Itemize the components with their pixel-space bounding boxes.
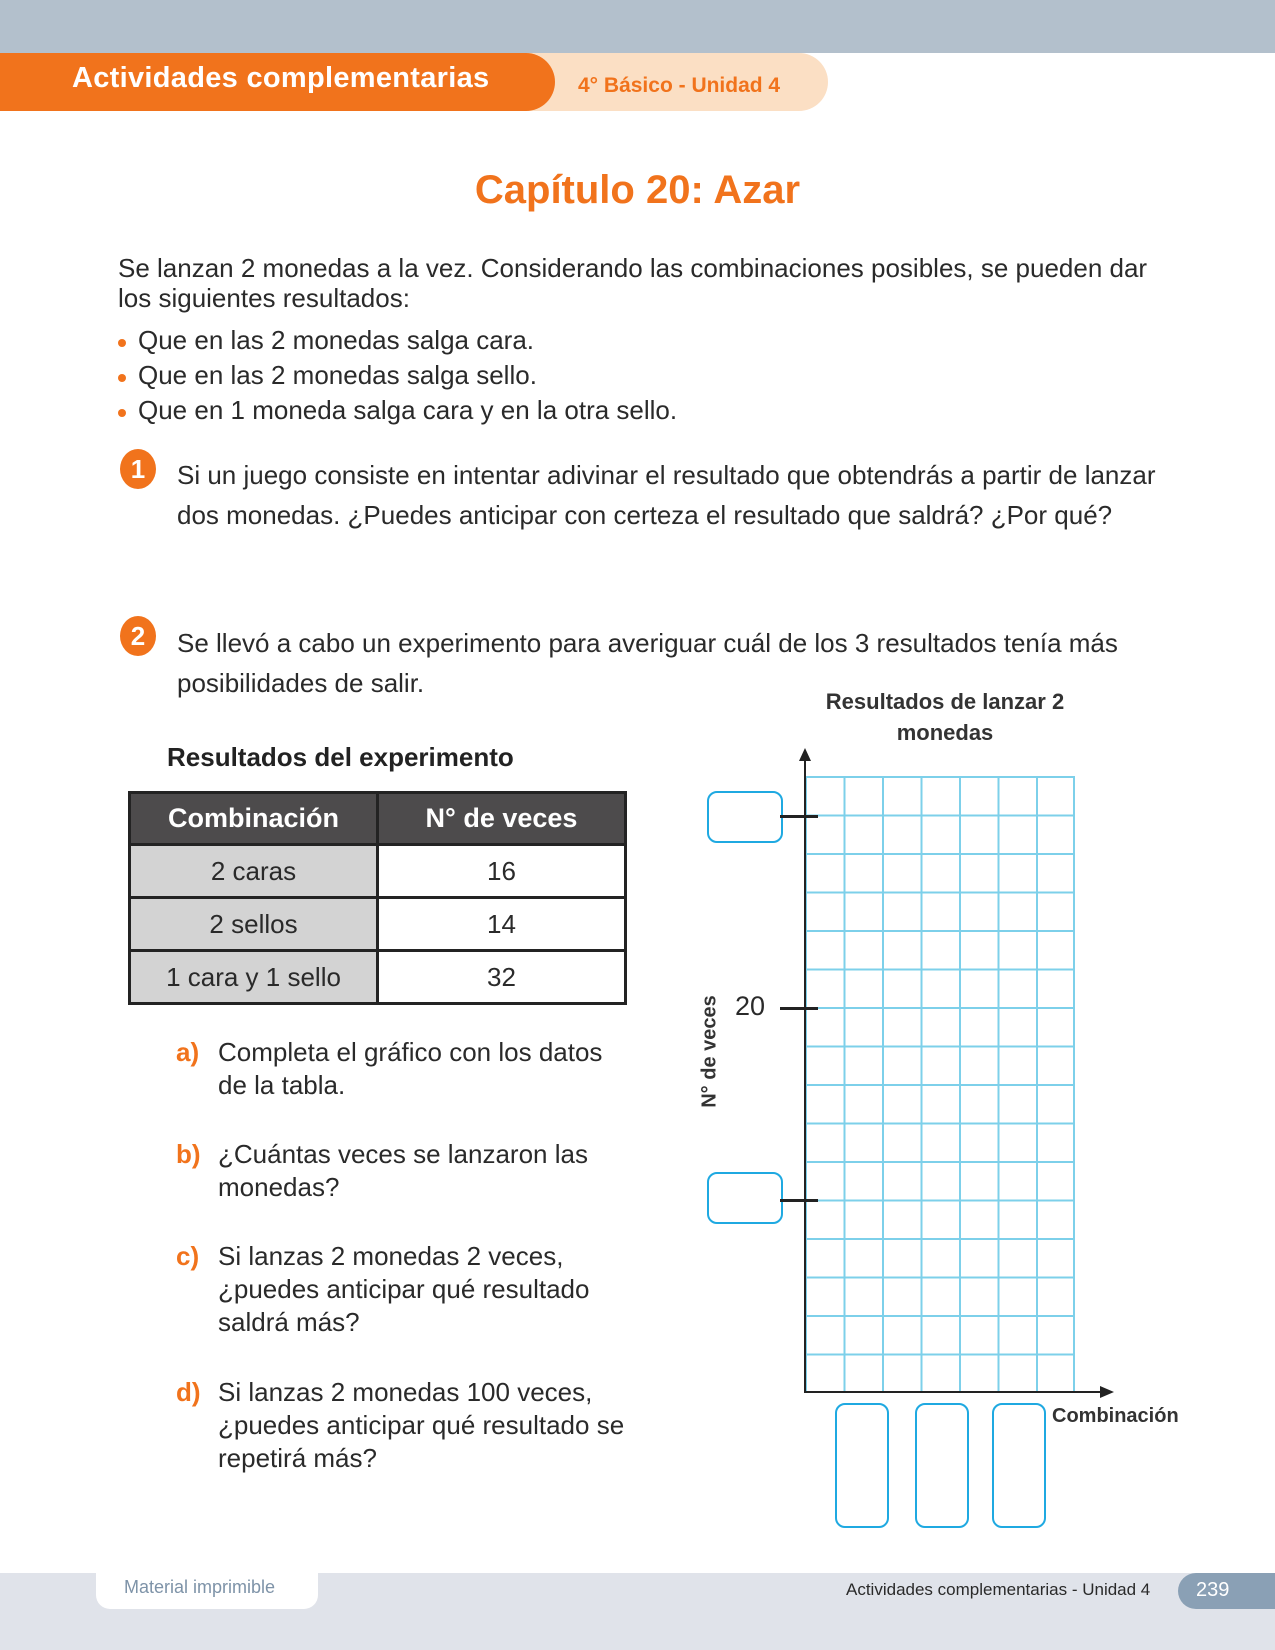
- sub-question-text: ¿Cuántas veces se lanzaron las monedas?: [218, 1139, 588, 1202]
- sub-question-c: [176, 1240, 638, 1339]
- outcome-item: [118, 323, 677, 358]
- sub-question-text: Si lanzas 2 monedas 2 veces, ¿puedes anticipar qué resultado saldrá más?: [218, 1241, 590, 1337]
- column-header: N° de veces: [378, 793, 626, 845]
- intro-text: Se lanzan 2 monedas a la vez. Considerando las combinaciones posibles, se pueden dar los siguientes resultados:: [118, 253, 1148, 313]
- chart-grid[interactable]: [805, 776, 1075, 1392]
- unit-subtitle: 4° Básico - Unidad 4: [578, 74, 781, 97]
- y-axis: [804, 752, 806, 1392]
- bullet-icon: [118, 374, 126, 382]
- y-tick-answer-box-bottom[interactable]: [707, 1172, 783, 1224]
- y-tick-top: [780, 815, 818, 818]
- outcome-item: [118, 393, 677, 428]
- x-category-answer-box-2[interactable]: [915, 1403, 969, 1528]
- bullet-icon: [118, 339, 126, 347]
- x-category-answer-box-3[interactable]: [992, 1403, 1046, 1528]
- table-row: [130, 898, 626, 951]
- sub-question-letter: c): [176, 1241, 200, 1271]
- sub-question-text: Completa el gráfico con los datos de la tabla.: [218, 1037, 603, 1100]
- outcome-list: [118, 323, 677, 428]
- y-axis-arrow-icon: [799, 748, 811, 761]
- outcome-text: Que en las 2 monedas salga cara.: [138, 325, 535, 355]
- sub-question-letter: a): [176, 1037, 200, 1067]
- chapter-title: Capítulo 20: Azar: [474, 168, 801, 212]
- outcome-text: Que en las 2 monedas salga sello.: [138, 360, 537, 390]
- sub-question-letter: b): [176, 1139, 201, 1169]
- y-tick-answer-box-top[interactable]: [707, 791, 783, 843]
- sub-question-letter: d): [176, 1377, 201, 1407]
- results-table: [128, 791, 627, 1005]
- bullet-icon: [118, 409, 126, 417]
- combination-cell: 2 caras: [130, 845, 378, 898]
- x-axis: [804, 1391, 1104, 1393]
- x-category-answer-box-1[interactable]: [835, 1403, 889, 1528]
- chart-title: Resultados de lanzar 2 monedas: [825, 689, 1065, 745]
- question-2-badge: 2: [120, 616, 156, 656]
- count-cell: 16: [378, 845, 626, 898]
- table-row: [130, 951, 626, 1004]
- question-1-badge: 1: [120, 449, 156, 489]
- outcome-text: Que en 1 moneda salga cara y en la otra sello.: [138, 395, 678, 425]
- combination-cell: 1 cara y 1 sello: [130, 951, 378, 1004]
- table-title: Resultados del experimento: [167, 742, 514, 772]
- section-title: Actividades complementarias: [72, 62, 490, 94]
- table-row: [130, 845, 626, 898]
- count-cell: 32: [378, 951, 626, 1004]
- outcome-item: [118, 358, 677, 393]
- sub-question-d: [176, 1376, 638, 1475]
- footer-material-label: Material imprimible: [124, 1577, 276, 1597]
- y-tick-label-20: 20: [735, 991, 766, 1021]
- column-header: Combinación: [130, 793, 378, 845]
- sub-question-b: [176, 1138, 638, 1204]
- question-2-text: Se llevó a cabo un experimento para averiguar cuál de los 3 resultados tenía más posibilidades de salir.: [177, 628, 1118, 698]
- page-number: 239: [1178, 1573, 1275, 1609]
- combination-cell: 2 sellos: [130, 898, 378, 951]
- footer-section-label: Actividades complementarias - Unidad 4: [846, 1580, 1151, 1599]
- y-axis-label: N° de veces: [698, 995, 721, 1108]
- y-tick-bottom: [780, 1199, 818, 1202]
- x-axis-arrow-icon: [1100, 1386, 1114, 1398]
- y-tick-middle: [780, 1007, 818, 1010]
- x-axis-label: Combinación: [1052, 1405, 1179, 1427]
- count-cell: 14: [378, 898, 626, 951]
- question-1-text: Si un juego consiste en intentar adivinar el resultado que obtendrás a partir de lanzar dos monedas. ¿Puedes anticipar con certeza el resultado que saldrá? ¿Por qué?: [177, 460, 1156, 530]
- table-header-row: [130, 793, 626, 845]
- top-band: [0, 0, 1275, 53]
- sub-question-text: Si lanzas 2 monedas 100 veces, ¿puedes anticipar qué resultado se repetirá más?: [218, 1377, 625, 1473]
- sub-question-a: [176, 1036, 638, 1102]
